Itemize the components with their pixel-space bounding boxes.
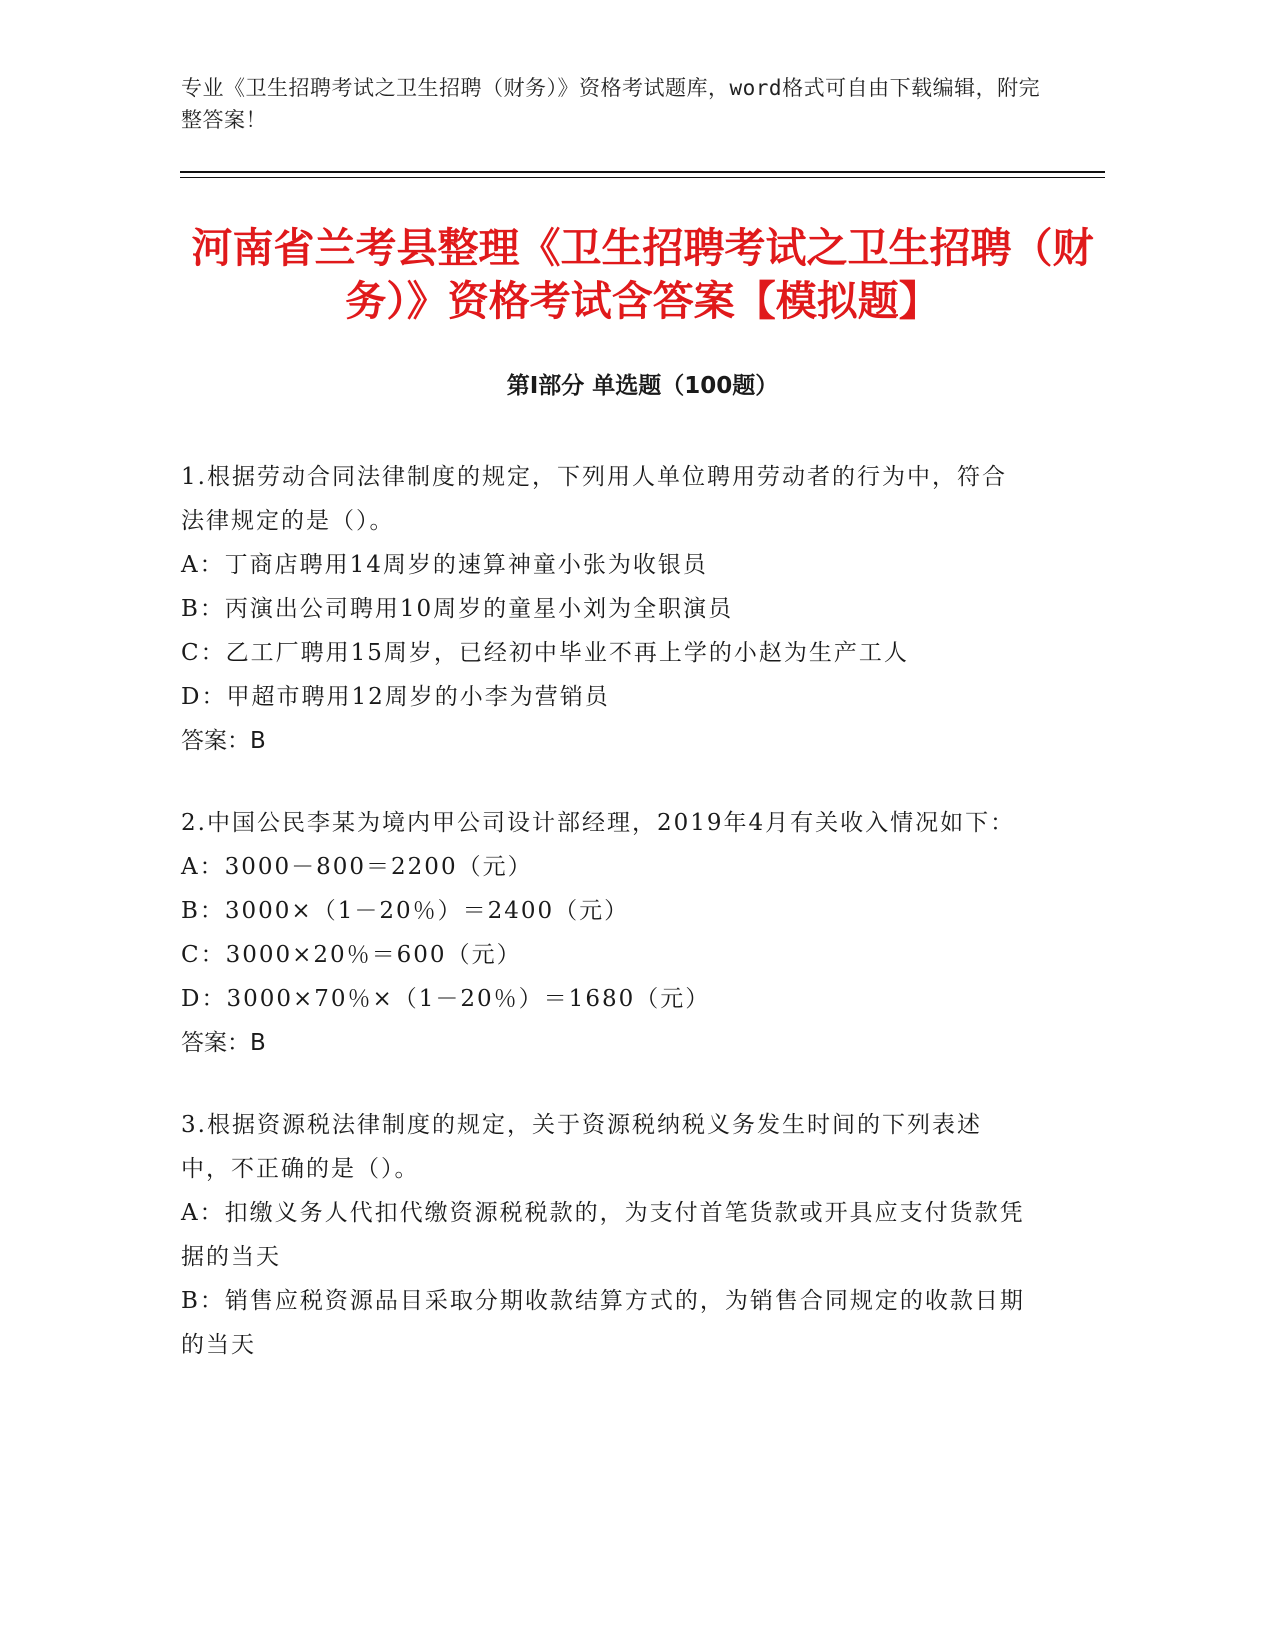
option-a: A：扣缴义务人代扣代缴资源税税款的，为支付首笔货款或开具应支付货款凭据的当天 — [181, 1200, 1025, 1270]
option-b: B：销售应税资源品目采取分期收款结算方式的，为销售合同规定的收款日期的当天 — [181, 1288, 1025, 1358]
question-stem: 3.根据资源税法律制度的规定，关于资源税纳税义务发生时间的下列表述中，不正确的是（）。 — [181, 1112, 982, 1182]
option-c: C：3000×20％＝600（元） — [181, 942, 522, 968]
answer: 答案：B — [181, 1030, 266, 1056]
option-b: B：丙演出公司聘用10周岁的童星小刘为全职演员 — [181, 596, 734, 622]
option-b: B：3000×（1－20％）＝2400（元） — [181, 898, 630, 924]
answer: 答案：B — [181, 728, 266, 754]
document-title: 河南省兰考县整理《卫生招聘考试之卫生招聘（财务）》资格考试含答案【模拟题】 — [191, 224, 1094, 325]
option-c: C：乙工厂聘用15周岁，已经初中毕业不再上学的小赵为生产工人 — [181, 640, 909, 666]
question-stem: 1.根据劳动合同法律制度的规定，下列用人单位聘用劳动者的行为中，符合法律规定的是（）。 — [181, 464, 1007, 534]
option-a: A：丁商店聘用14周岁的速算神童小张为收银员 — [181, 552, 708, 578]
header-divider-thick — [180, 171, 1105, 173]
header-divider-thin — [180, 177, 1105, 178]
question-3 — [181, 1103, 1031, 1367]
section-heading: 第Ⅰ部分 单选题（100题） — [506, 373, 779, 399]
question-list — [181, 455, 1031, 1405]
question-stem: 2.中国公民李某为境内甲公司设计部经理，2019年4月有关收入情况如下： — [181, 810, 1016, 836]
option-d: D：3000×70％×（1－20％）＝1680（元） — [181, 986, 711, 1012]
question-1 — [181, 455, 1031, 763]
option-a: A：3000－800＝2200（元） — [181, 854, 533, 880]
header-note: 专业《卫生招聘考试之卫生招聘（财务）》资格考试题库，word格式可自由下载编辑，附完整答案！ — [181, 76, 1041, 132]
option-d: D：甲超市聘用12周岁的小李为营销员 — [181, 684, 610, 710]
question-2 — [181, 801, 1031, 1065]
